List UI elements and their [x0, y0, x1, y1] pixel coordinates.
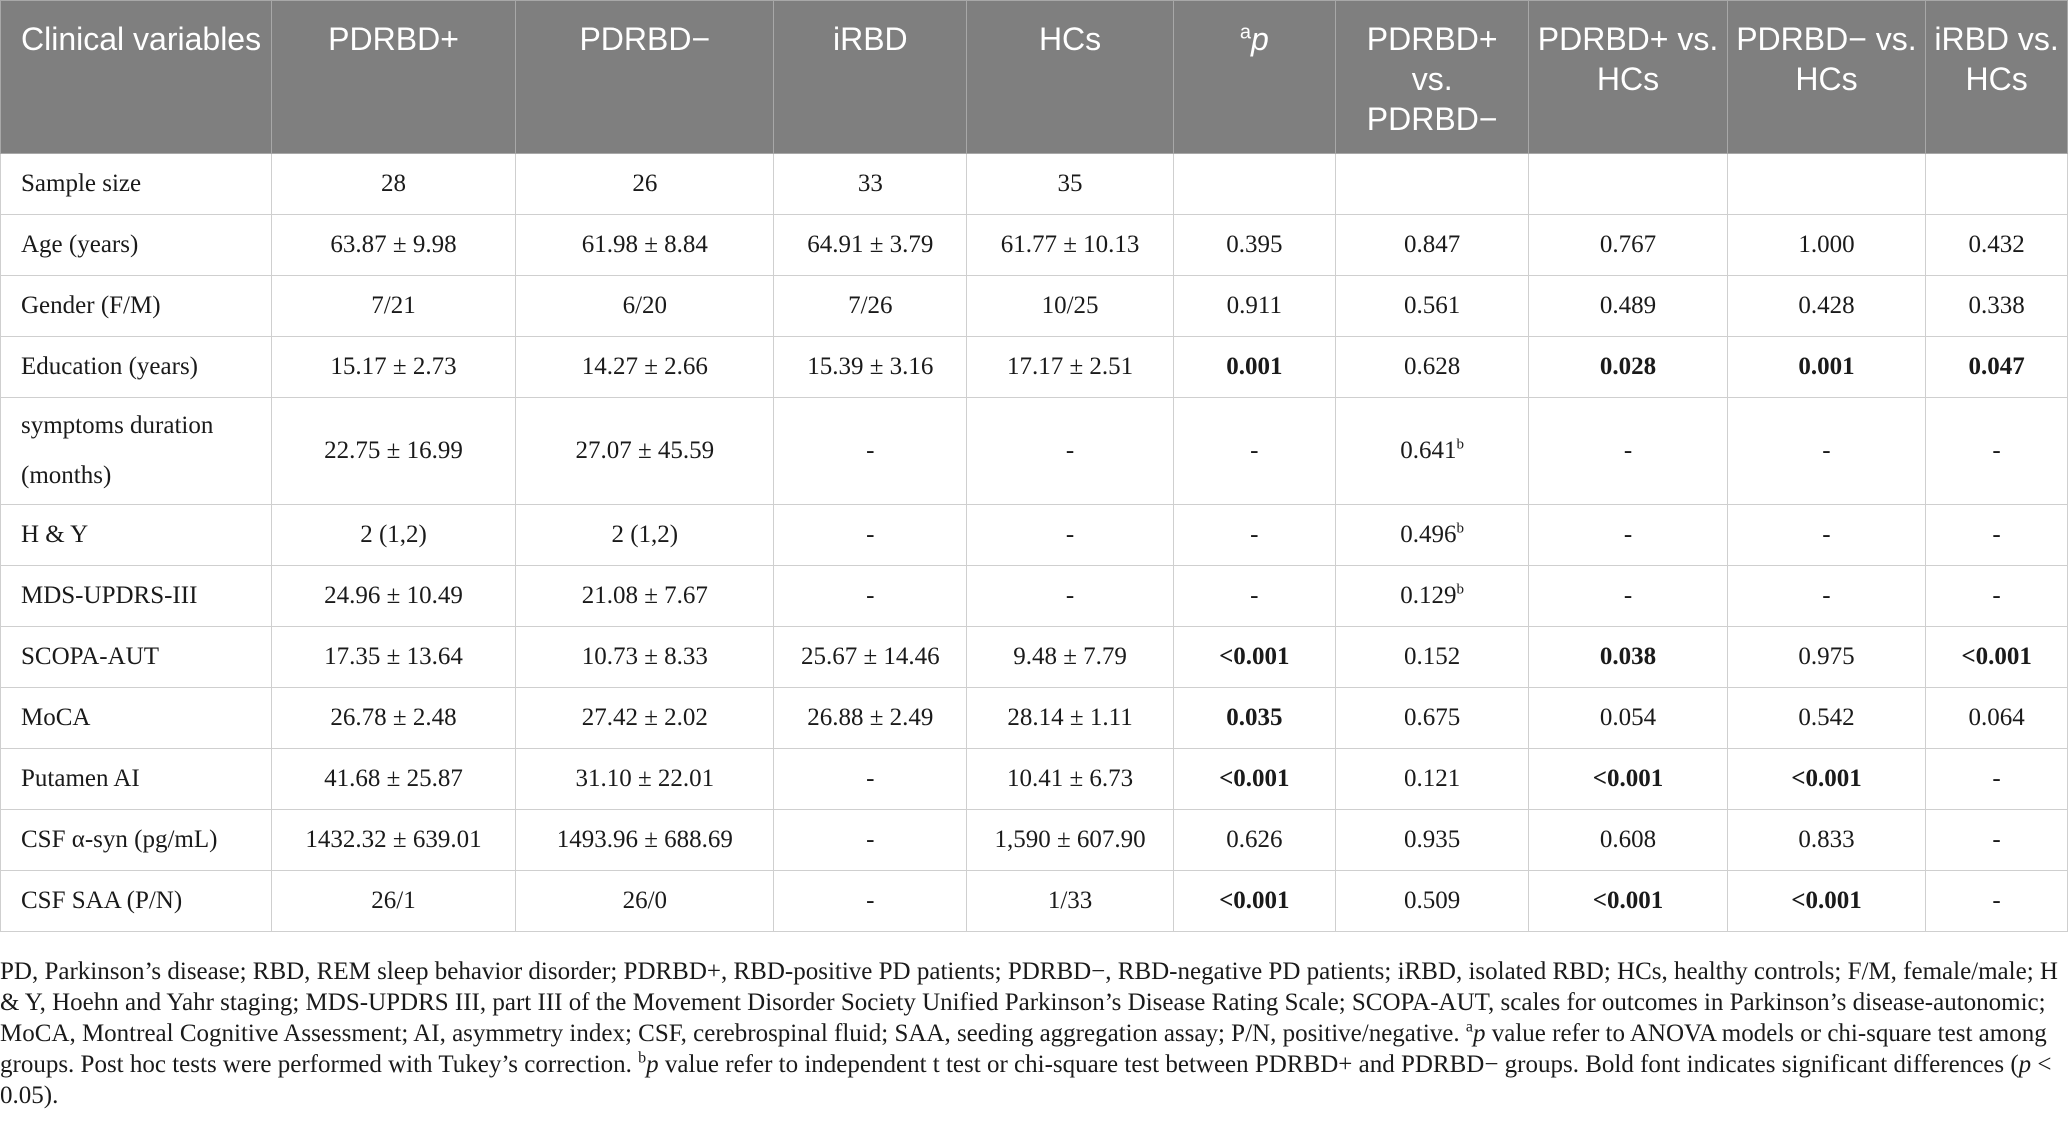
- cell-irbd-vs-hcs: -: [1926, 871, 2068, 932]
- row-label: Sample size: [1, 154, 272, 215]
- cell-pdrbd-negative: 27.42 ± 2.02: [516, 688, 774, 749]
- cell-p-value: -: [1173, 505, 1335, 566]
- cell-pos-vs-neg: 0.152: [1336, 627, 1529, 688]
- footnote-b-p: p: [646, 1051, 659, 1078]
- table-footnote: [0, 956, 2064, 1111]
- cell-pdrbd-positive: 17.35 ± 13.64: [271, 627, 516, 688]
- significant-value: <0.001: [1219, 765, 1290, 792]
- cell-irbd: 25.67 ± 14.46: [774, 627, 967, 688]
- row-education: [1, 337, 2068, 398]
- row-label: symptoms duration (months): [1, 398, 272, 505]
- row-label: CSF SAA (P/N): [1, 871, 272, 932]
- cell-pdrbd-positive: 41.68 ± 25.87: [271, 749, 516, 810]
- cell-neg-vs-hcs: 0.542: [1727, 688, 1925, 749]
- cell-pos-vs-neg: 0.935: [1336, 810, 1529, 871]
- row-putamen-ai: [1, 749, 2068, 810]
- cell-p-value: [1173, 627, 1335, 688]
- row-label: Putamen AI: [1, 749, 272, 810]
- row-label: Education (years): [1, 337, 272, 398]
- significant-value: <0.001: [1791, 887, 1862, 914]
- cell-irbd-vs-hcs: -: [1926, 566, 2068, 627]
- footnote-sig-text: < 0.05).: [0, 1051, 2052, 1109]
- cell-pos-vs-hcs: -: [1529, 505, 1727, 566]
- significant-value: 0.035: [1226, 704, 1283, 731]
- cell-pos-vs-neg: 0.509: [1336, 871, 1529, 932]
- footnote-b-text: value refer to independent t test or chi-square test between PDRBD+ and PDRBD− groups. Bold font indicates significant differences (: [658, 1051, 2019, 1078]
- row-symptoms-duration: [1, 398, 2068, 505]
- cell-pos-vs-neg: [1336, 154, 1529, 215]
- cell-pos-vs-neg: 0.628: [1336, 337, 1529, 398]
- cell-pdrbd-positive: 26.78 ± 2.48: [271, 688, 516, 749]
- row-age: [1, 215, 2068, 276]
- row-csf-saa: [1, 871, 2068, 932]
- row-gender: [1, 276, 2068, 337]
- cell-neg-vs-hcs: -: [1727, 505, 1925, 566]
- row-sample-size: [1, 154, 2068, 215]
- cell-irbd-vs-hcs: [1926, 337, 2068, 398]
- cell-pdrbd-negative: 14.27 ± 2.66: [516, 337, 774, 398]
- cell-hcs: 1,590 ± 607.90: [967, 810, 1173, 871]
- row-hy: [1, 505, 2068, 566]
- row-label: SCOPA-AUT: [1, 627, 272, 688]
- footnote-b-marker: b: [638, 1049, 647, 1067]
- row-mds-updrs-iii: [1, 566, 2068, 627]
- header-irbd-vs-hcs: iRBD vs. HCs: [1926, 1, 2068, 154]
- cell-neg-vs-hcs: 0.833: [1727, 810, 1925, 871]
- cell-p-value: [1173, 749, 1335, 810]
- cell-value: 0.496: [1400, 521, 1457, 548]
- cell-pos-vs-neg: 0.675: [1336, 688, 1529, 749]
- cell-pdrbd-negative: 6/20: [516, 276, 774, 337]
- cell-pdrbd-negative: 26/0: [516, 871, 774, 932]
- cell-p-value: -: [1173, 398, 1335, 505]
- cell-neg-vs-hcs: [1727, 154, 1925, 215]
- cell-irbd: -: [774, 505, 967, 566]
- cell-irbd: -: [774, 566, 967, 627]
- significant-value: 0.001: [1798, 353, 1855, 380]
- cell-irbd-vs-hcs: 0.064: [1926, 688, 2068, 749]
- footnote-marker-b: b: [1456, 436, 1465, 453]
- significant-value: 0.028: [1599, 353, 1657, 380]
- cell-pos-vs-neg: [1336, 566, 1529, 627]
- cell-pdrbd-positive: 26/1: [271, 871, 516, 932]
- footnote-sig-p: p: [2018, 1051, 2032, 1078]
- significant-value: <0.001: [1791, 765, 1862, 792]
- cell-pos-vs-neg: 0.121: [1336, 749, 1529, 810]
- cell-pos-vs-hcs: 0.489: [1529, 276, 1727, 337]
- cell-pdrbd-positive: 2 (1,2): [271, 505, 516, 566]
- cell-pdrbd-negative: 31.10 ± 22.01: [516, 749, 774, 810]
- row-label: Gender (F/M): [1, 276, 272, 337]
- footnote-marker-b: b: [1456, 520, 1465, 537]
- cell-hcs: 10.41 ± 6.73: [967, 749, 1173, 810]
- cell-pos-vs-hcs: [1529, 627, 1727, 688]
- cell-irbd: -: [774, 398, 967, 505]
- cell-neg-vs-hcs: -: [1727, 566, 1925, 627]
- cell-pdrbd-negative: 26: [516, 154, 774, 215]
- cell-pos-vs-hcs: [1529, 871, 1727, 932]
- cell-neg-vs-hcs: [1727, 871, 1925, 932]
- cell-p-value: [1173, 154, 1335, 215]
- cell-pdrbd-negative: 21.08 ± 7.67: [516, 566, 774, 627]
- row-label: CSF α-syn (pg/mL): [1, 810, 272, 871]
- cell-pos-vs-hcs: 0.608: [1529, 810, 1727, 871]
- cell-hcs: -: [967, 505, 1173, 566]
- cell-pdrbd-positive: 28: [271, 154, 516, 215]
- cell-pdrbd-negative: 61.98 ± 8.84: [516, 215, 774, 276]
- cell-pos-vs-neg: [1336, 505, 1529, 566]
- cell-p-value: -: [1173, 566, 1335, 627]
- header-p-letter: p: [1250, 21, 1269, 57]
- cell-pos-vs-neg: 0.847: [1336, 215, 1529, 276]
- cell-pos-vs-hcs: 0.054: [1529, 688, 1727, 749]
- cell-pos-vs-hcs: -: [1529, 398, 1727, 505]
- row-moca: [1, 688, 2068, 749]
- cell-value: 0.641: [1400, 437, 1457, 464]
- cell-irbd-vs-hcs: [1926, 154, 2068, 215]
- cell-irbd: 7/26: [774, 276, 967, 337]
- cell-irbd: -: [774, 871, 967, 932]
- cell-pos-vs-hcs: -: [1529, 566, 1727, 627]
- cell-pdrbd-positive: 15.17 ± 2.73: [271, 337, 516, 398]
- cell-pdrbd-positive: 63.87 ± 9.98: [271, 215, 516, 276]
- cell-irbd-vs-hcs: -: [1926, 810, 2068, 871]
- significant-value: 0.047: [1968, 353, 2025, 380]
- significant-value: <0.001: [1219, 643, 1290, 670]
- cell-hcs: -: [967, 398, 1173, 505]
- cell-pos-vs-neg: 0.561: [1336, 276, 1529, 337]
- cell-pdrbd-negative: 2 (1,2): [516, 505, 774, 566]
- cell-irbd: -: [774, 810, 967, 871]
- cell-hcs: 61.77 ± 10.13: [967, 215, 1173, 276]
- cell-value: 0.129: [1400, 582, 1457, 609]
- cell-irbd: 33: [774, 154, 967, 215]
- cell-irbd: 64.91 ± 3.79: [774, 215, 967, 276]
- cell-hcs: 1/33: [967, 871, 1173, 932]
- cell-irbd-vs-hcs: -: [1926, 398, 2068, 505]
- cell-neg-vs-hcs: 0.428: [1727, 276, 1925, 337]
- footnote-a-marker: a: [1465, 1018, 1473, 1036]
- footnote-a-text: value refer to ANOVA models or chi-square test among groups. Post hoc tests were performed with Tukey’s correction.: [0, 1020, 2047, 1078]
- header-hcs: HCs: [967, 1, 1173, 154]
- header-pdrbd-positive: PDRBD+: [271, 1, 516, 154]
- significant-value: <0.001: [1592, 887, 1664, 914]
- cell-pdrbd-positive: 7/21: [271, 276, 516, 337]
- footnote-abbreviations: PD, Parkinson’s disease; RBD, REM sleep behavior disorder; PDRBD+, RBD-positive PD patients; PDRBD−, RBD-negative PD patients; iRBD, isolated RBD; HCs, healthy controls; F/M, female/male; H & Y, Hoehn and Yahr staging; MDS-UPDRS III, part III of the Movement Disorder Society Unified Parkinson’s Disease Rating Scale; SCOPA-AUT, scales for outcomes in Parkinson’s disease-autonomic; MoCA, Montreal Cognitive Assessment; AI, asymmetry index; CSF, cerebrospinal fluid; SAA, seeding aggregation assay; P/N, positive/negative.: [0, 958, 2058, 1047]
- cell-p-value: [1173, 688, 1335, 749]
- header-p-value: [1173, 1, 1335, 154]
- footnote-a-p: p: [1472, 1020, 1486, 1047]
- cell-irbd-vs-hcs: -: [1926, 505, 2068, 566]
- cell-neg-vs-hcs: 1.000: [1727, 215, 1925, 276]
- row-label: MoCA: [1, 688, 272, 749]
- cell-p-value: [1173, 871, 1335, 932]
- cell-hcs: 9.48 ± 7.79: [967, 627, 1173, 688]
- header-neg-vs-hcs: PDRBD− vs. HCs: [1727, 1, 1925, 154]
- cell-pdrbd-positive: 22.75 ± 16.99: [271, 398, 516, 505]
- cell-pos-vs-hcs: [1529, 337, 1727, 398]
- cell-neg-vs-hcs: [1727, 749, 1925, 810]
- cell-irbd-vs-hcs: 0.338: [1926, 276, 2068, 337]
- header-p-superscript: a: [1239, 21, 1251, 44]
- cell-irbd-vs-hcs: -: [1926, 749, 2068, 810]
- cell-pos-vs-hcs: [1529, 749, 1727, 810]
- cell-neg-vs-hcs: [1727, 337, 1925, 398]
- row-label: Age (years): [1, 215, 272, 276]
- cell-irbd-vs-hcs: [1926, 627, 2068, 688]
- cell-pdrbd-negative: 1493.96 ± 688.69: [516, 810, 774, 871]
- cell-irbd: 15.39 ± 3.16: [774, 337, 967, 398]
- cell-p-value: [1173, 337, 1335, 398]
- cell-irbd: 26.88 ± 2.49: [774, 688, 967, 749]
- footnote-marker-b: b: [1456, 581, 1465, 598]
- cell-hcs: -: [967, 566, 1173, 627]
- row-csf-asyn: [1, 810, 2068, 871]
- cell-neg-vs-hcs: -: [1727, 398, 1925, 505]
- cell-pdrbd-negative: 27.07 ± 45.59: [516, 398, 774, 505]
- cell-p-value: 0.626: [1173, 810, 1335, 871]
- cell-pdrbd-positive: 1432.32 ± 639.01: [271, 810, 516, 871]
- row-scopa-aut: [1, 627, 2068, 688]
- significant-value: 0.001: [1226, 353, 1283, 380]
- row-label: MDS-UPDRS-III: [1, 566, 272, 627]
- cell-hcs: 10/25: [967, 276, 1173, 337]
- header-pdrbd-negative: PDRBD−: [516, 1, 774, 154]
- cell-pdrbd-negative: 10.73 ± 8.33: [516, 627, 774, 688]
- cell-hcs: 35: [967, 154, 1173, 215]
- table-header-row: [1, 1, 2068, 154]
- cell-pos-vs-hcs: [1529, 154, 1727, 215]
- cell-p-value: 0.911: [1173, 276, 1335, 337]
- header-clinical-variables: Clinical variables: [1, 1, 272, 154]
- cell-pos-vs-hcs: 0.767: [1529, 215, 1727, 276]
- cell-p-value: 0.395: [1173, 215, 1335, 276]
- cell-pdrbd-positive: 24.96 ± 10.49: [271, 566, 516, 627]
- row-label: H & Y: [1, 505, 272, 566]
- significant-value: 0.038: [1599, 643, 1657, 670]
- cell-neg-vs-hcs: 0.975: [1727, 627, 1925, 688]
- cell-hcs: 17.17 ± 2.51: [967, 337, 1173, 398]
- cell-irbd-vs-hcs: 0.432: [1926, 215, 2068, 276]
- significant-value: <0.001: [1219, 887, 1290, 914]
- header-pos-vs-neg: PDRBD+ vs. PDRBD−: [1336, 1, 1529, 154]
- header-pos-vs-hcs: PDRBD+ vs. HCs: [1529, 1, 1727, 154]
- significant-value: <0.001: [1592, 765, 1664, 792]
- header-irbd: iRBD: [774, 1, 967, 154]
- cell-hcs: 28.14 ± 1.11: [967, 688, 1173, 749]
- cell-pos-vs-neg: [1336, 398, 1529, 505]
- cell-irbd: -: [774, 749, 967, 810]
- significant-value: <0.001: [1961, 643, 2032, 670]
